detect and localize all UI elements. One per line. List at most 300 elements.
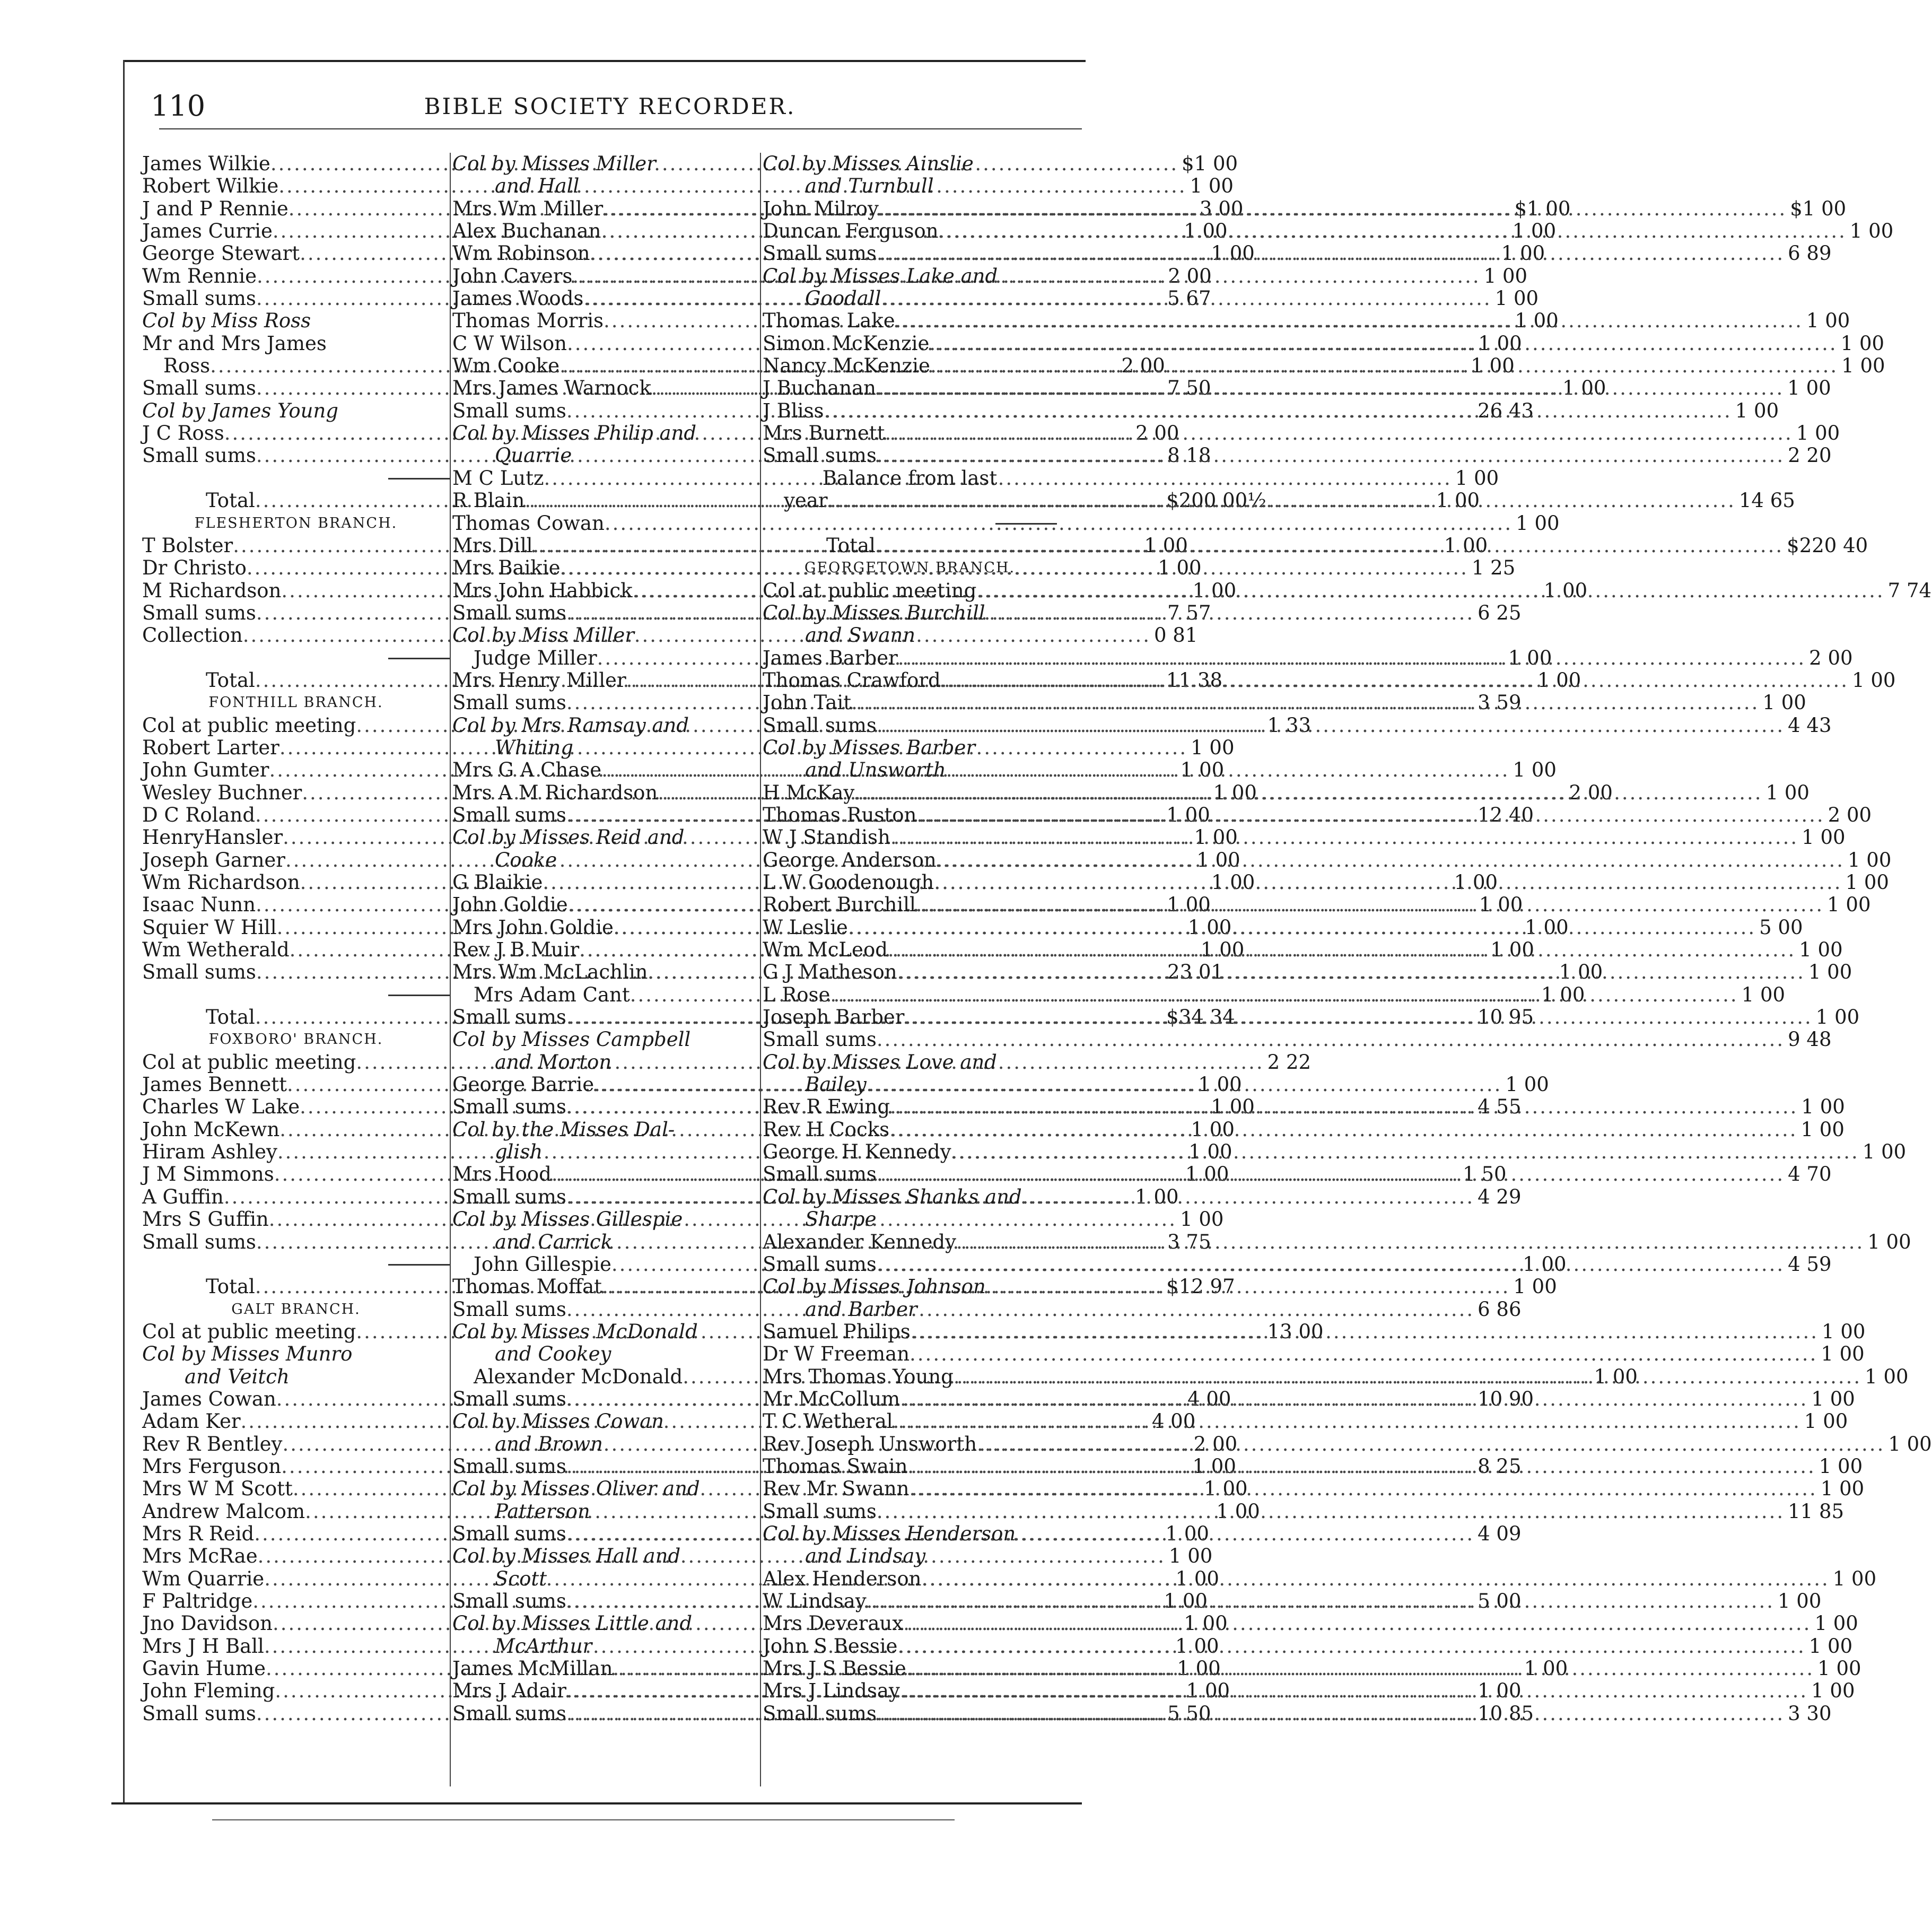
entry-amount: 2 00 <box>1193 1432 1238 1455</box>
entry-name: G Blaikie <box>452 871 543 894</box>
entry-name: James Wilkie <box>142 152 270 175</box>
entry-name: Small sums <box>452 1387 566 1410</box>
entry-amount: 4 29 <box>1478 1185 1522 1208</box>
entry-line <box>763 332 1885 355</box>
entry-name: Alex Buchanan <box>452 220 601 243</box>
entry-amount: 1 00 <box>1471 354 1515 378</box>
dot-leader <box>976 580 1884 602</box>
entry-name: D C Roland <box>142 803 256 826</box>
entry-name: G J Matheson <box>763 961 897 984</box>
entry-name: Mrs Adam Cant <box>474 983 630 1006</box>
entry-line <box>763 1567 1877 1590</box>
entry-amount: 1 00 <box>1762 691 1806 714</box>
entry-name: year <box>784 489 828 512</box>
entry-amount: 1 00 <box>1186 1679 1230 1703</box>
entry-name: Small sums <box>452 1522 566 1545</box>
entry-amount: $1 00 <box>1182 152 1238 175</box>
collector-line <box>452 175 760 197</box>
entry-amount: 10 85 <box>1478 1702 1534 1725</box>
collector-text: Col by Misses Gillespie <box>452 1208 683 1231</box>
total-amount: $220 40 <box>1787 534 1868 557</box>
entry-amount: $1 00 <box>1514 197 1571 220</box>
entry-name: T Bolster <box>142 534 233 557</box>
collector-text: Quarrie <box>495 444 572 467</box>
entry-amount: 1 00 <box>1523 1252 1567 1276</box>
dot-leader <box>895 310 1803 332</box>
entry-name: Mrs Baikie <box>452 556 561 580</box>
entry-name: Thomas Swain <box>763 1454 908 1478</box>
entry-name: Ross <box>163 354 211 378</box>
collector-line <box>763 1208 1057 1231</box>
entry-name: Small sums <box>763 444 877 467</box>
entry-amount: 1 00 <box>1144 534 1188 557</box>
collector-line <box>452 826 760 849</box>
entry-name: L Rose <box>763 983 831 1006</box>
entry-name: Small sums <box>452 1454 566 1478</box>
entry-name: Isaac Nunn <box>142 893 256 917</box>
entry-name: Mrs Hood <box>452 1163 552 1186</box>
entry-name: John Cavers <box>452 264 573 287</box>
entry-name: Gavin Hume <box>142 1657 266 1680</box>
entry-name: Andrew Malcom <box>142 1499 305 1523</box>
header-rule <box>159 128 1082 129</box>
entry-name: Thomas Lake <box>763 309 895 333</box>
collector-text: and Barber <box>805 1297 917 1321</box>
entry-name: Mrs J H Ball <box>142 1634 264 1658</box>
entry-name: Charles W Lake <box>142 1095 300 1119</box>
dot-leader <box>877 444 1785 467</box>
entry-amount: 1 00 <box>1188 1140 1232 1164</box>
total-rule <box>142 467 450 490</box>
entry-name: Rev Joseph Unsworth <box>763 1432 977 1455</box>
dot-leader <box>867 1590 1774 1612</box>
entry-amount: 1 00 <box>1490 938 1534 962</box>
collector-line <box>452 849 760 871</box>
dot-leader <box>977 1433 1885 1455</box>
entry-amount: 1 00 <box>1501 242 1545 265</box>
entry-line <box>763 1118 1844 1141</box>
entry-name: James Bennett <box>142 1073 287 1096</box>
entry-amount: 6 25 <box>1478 601 1522 624</box>
entry-amount: 6 86 <box>1478 1297 1522 1321</box>
entry-line <box>763 1612 1858 1635</box>
dot-leader <box>877 1163 1785 1185</box>
entry-amount: 1 00 <box>1204 1477 1248 1501</box>
entry-amount: 1 00 <box>1524 1657 1568 1680</box>
total-rule <box>142 647 450 669</box>
collector-text: Col by Misses Love and <box>763 1050 997 1074</box>
entry-amount: 2 20 <box>1788 444 1832 467</box>
collector-line <box>452 1568 760 1590</box>
entry-name: Small sums <box>763 1252 877 1276</box>
collector-line <box>763 759 1057 781</box>
entry-name: Alexander McDonald <box>474 1365 683 1388</box>
entry-name: Balance from last <box>822 466 998 490</box>
entry-name: Mr McCollum <box>763 1387 901 1410</box>
entry-amount: 1 00 <box>1867 1230 1911 1253</box>
entry-amount: 1 00 <box>1808 961 1852 984</box>
collector-line <box>452 1208 760 1231</box>
entry-amount: 1 00 <box>1213 781 1257 804</box>
entry-line <box>142 333 450 355</box>
collector-line <box>142 1366 450 1388</box>
entry-name: Thomas Cowan <box>452 511 605 535</box>
entry-amount: 1 00 <box>1537 668 1581 692</box>
dot-leader <box>903 1612 1811 1635</box>
entry-amount: 3 30 <box>1788 1702 1832 1725</box>
entry-amount: 1 00 <box>1175 1567 1219 1590</box>
entry-name: Rev R Bentley <box>142 1432 283 1455</box>
entry-amount: 1 00 <box>1198 1073 1242 1096</box>
dot-leader <box>956 1231 1864 1253</box>
entry-name: Dr W Freeman <box>763 1342 910 1366</box>
entry-name: Small sums <box>763 713 877 737</box>
dot-leader <box>934 871 1842 894</box>
entry-amount: 1 00 <box>1177 1657 1221 1680</box>
entry-amount: 1 00 <box>1852 668 1896 692</box>
entry-name: Wm Quarrie <box>142 1567 265 1590</box>
entry-name: Mrs Henry Miller <box>452 668 626 692</box>
branch-heading <box>142 512 450 535</box>
entry-name: W Lindsay <box>763 1590 867 1612</box>
entry-line <box>763 1477 1865 1501</box>
collector-line <box>763 624 1057 647</box>
dot-leader <box>900 1388 1808 1410</box>
entry-amount: 6 89 <box>1788 242 1832 265</box>
entry-line <box>763 220 1894 243</box>
branch-heading-text: GALT BRANCH. <box>231 1301 361 1318</box>
entry-name: Robert Wilkie <box>142 175 279 198</box>
entry-amount: 1 00 <box>1436 489 1480 512</box>
total-amount: $34 34 <box>1166 1006 1235 1029</box>
branch-heading <box>142 1298 450 1321</box>
entry-amount: 1 00 <box>1164 1590 1208 1612</box>
entry-amount: 1 00 <box>1513 759 1557 782</box>
page-number: 110 <box>151 89 206 123</box>
total-rule-mark <box>995 523 1057 525</box>
collector-text: and Hall <box>495 175 580 198</box>
collector-text: Col by Misses Johnson <box>763 1275 986 1298</box>
dot-leader <box>916 894 1824 916</box>
collector-text: Sharpe <box>805 1208 877 1231</box>
entry-amount: 1 00 <box>1191 736 1235 759</box>
entry-line <box>763 1140 1907 1164</box>
total-label: Total <box>826 534 876 557</box>
entry-line <box>142 1702 1211 1725</box>
collector-line <box>142 400 450 422</box>
collector-line <box>452 1231 760 1253</box>
entry-name: John S Bessie <box>763 1634 898 1658</box>
dot-leader <box>916 804 1824 826</box>
entry-amount: 1 00 <box>1799 938 1843 962</box>
entry-name: Mrs J Lindsay <box>763 1679 900 1703</box>
entry-amount: 1 00 <box>1832 1567 1877 1590</box>
entry-amount: 1 00 <box>1841 354 1885 378</box>
entry-amount: 1 00 <box>1562 377 1606 400</box>
entry-name: Small sums <box>452 399 566 422</box>
entry-name: Joseph Garner <box>142 848 285 871</box>
dot-leader <box>890 1096 1798 1118</box>
collector-text: Col by Misses Lake and <box>763 264 998 287</box>
entry-amount: 2 00 <box>1828 803 1872 826</box>
entry-amount: 9 48 <box>1788 1028 1832 1051</box>
entry-name: Wm McLeod <box>763 938 888 962</box>
entry-amount: 1 00 <box>1865 1365 1909 1388</box>
entry-line <box>763 1679 1855 1703</box>
entry-name: Wm Rennie <box>142 264 257 287</box>
entry-name: Col at public meeting <box>142 1320 356 1343</box>
collector-text: Whiting <box>495 736 573 759</box>
entry-amount: 1 00 <box>1478 332 1522 355</box>
collector-text: Col by Misses Campbell <box>452 1028 691 1051</box>
total-label: Total <box>206 668 255 692</box>
entry-name: T C Wetheral <box>763 1410 893 1433</box>
collector-text: Col by Misses Cowan <box>452 1410 665 1433</box>
branch-heading-text: FONTHILL BRANCH. <box>208 694 383 711</box>
entry-amount: 26 43 <box>1478 399 1534 422</box>
collector-line <box>452 737 760 759</box>
entry-amount: 1 00 <box>1516 511 1560 535</box>
total-label: Total <box>206 489 255 512</box>
entry-name: Rev R Ewing <box>763 1095 890 1119</box>
entry-name: J Buchanan <box>763 377 876 400</box>
entry-name: John Goldie <box>452 893 568 917</box>
entry-name: Small sums <box>452 1185 566 1208</box>
entry-line <box>763 309 1850 333</box>
entry-name: Mrs Burnett <box>763 422 885 445</box>
entry-name: Small sums <box>763 1163 877 1186</box>
entry-amount: $1 00 <box>1790 197 1847 220</box>
entry-name: F Paltridge <box>142 1590 253 1612</box>
entry-name: J and P Rennie <box>142 197 289 220</box>
collector-text: Patterson <box>495 1499 590 1523</box>
entry-amount: 5 50 <box>1167 1702 1211 1725</box>
dot-leader <box>877 1028 1785 1051</box>
collector-text: and Brown <box>495 1432 603 1455</box>
collector-line <box>763 1523 1057 1545</box>
entry-name: Mrs Wm Miller <box>452 197 604 220</box>
dot-leader <box>910 1343 1817 1365</box>
collector-text: Col by Misses Hall and <box>452 1545 681 1568</box>
collector-line <box>763 1186 1057 1208</box>
branch-heading-text: FOXBORO' BRANCH. <box>208 1031 383 1048</box>
entry-name: Small sums <box>142 961 256 984</box>
entry-name: Dr Christo <box>142 556 247 580</box>
entry-name: Thomas Ruston <box>763 803 917 826</box>
collector-line <box>452 714 760 737</box>
dot-leader <box>921 1568 1829 1590</box>
entry-name: Small sums <box>142 1702 256 1725</box>
entry-name: James Barber <box>763 646 898 669</box>
entry-amount: 1 00 <box>1512 220 1557 243</box>
entry-name: R Blain <box>452 489 525 512</box>
entry-name: A Guffin <box>142 1185 224 1208</box>
entry-amount: 1 00 <box>1166 803 1210 826</box>
entry-amount: 2 00 <box>1121 354 1165 378</box>
entry-amount: 1 00 <box>1741 983 1786 1006</box>
dot-leader <box>890 826 1798 849</box>
entry-amount: 1 00 <box>1494 287 1539 310</box>
dot-leader <box>879 198 1787 220</box>
entry-name: Small sums <box>452 1590 566 1612</box>
entry-amount: 1 00 <box>1478 1679 1522 1703</box>
dot-leader <box>889 1119 1797 1141</box>
entry-name: Nancy McKenzie <box>763 354 930 378</box>
entry-amount: 4 43 <box>1788 713 1832 737</box>
entry-name: George Stewart <box>142 242 300 265</box>
collector-line <box>452 1501 760 1523</box>
entry-amount: 1 00 <box>1187 916 1232 939</box>
entry-amount: 1 00 <box>1515 309 1559 333</box>
dot-leader <box>951 1141 1859 1163</box>
entry-amount: 1 00 <box>1811 1679 1855 1703</box>
entry-amount: 1 00 <box>1196 848 1240 871</box>
bottom-rule <box>111 1802 1082 1804</box>
total-rule <box>142 984 450 1006</box>
left-margin-rule <box>123 60 125 1804</box>
entry-name: Mrs John Goldie <box>452 916 614 939</box>
total-amount: $200 00½ <box>1166 489 1267 512</box>
entry-amount: 1 00 <box>1479 893 1523 917</box>
entry-amount: 1 00 <box>1541 983 1585 1006</box>
entry-amount: 1 00 <box>1165 1522 1209 1545</box>
entry-amount: 1 00 <box>1822 1320 1866 1343</box>
entry-line <box>763 1657 1861 1680</box>
branch-heading-text: GEORGETOWN BRANCH. <box>804 560 1016 577</box>
entry-amount: 5 00 <box>1759 916 1803 939</box>
collector-text: and Swann <box>805 624 916 647</box>
entry-amount: 1 00 <box>1806 309 1850 333</box>
entry-line <box>452 511 1560 535</box>
entry-amount: 1 00 <box>1801 1095 1845 1119</box>
entry-name: Mrs Deveraux <box>763 1612 904 1635</box>
collector-line <box>142 310 450 332</box>
total-label: Total <box>206 1275 255 1298</box>
entry-amount: 1 00 <box>1594 1365 1638 1388</box>
total-rule-mark <box>388 995 450 996</box>
dot-leader <box>885 422 1793 444</box>
entry-name: Small sums <box>452 601 566 624</box>
entry-amount: 1 00 <box>1168 1545 1213 1568</box>
entry-name: Rev H Cocks <box>763 1118 890 1141</box>
collector-text: Cooke <box>495 848 557 871</box>
collector-text: Col by Miss Miller <box>452 624 634 647</box>
entry-amount: 1 00 <box>1454 871 1498 894</box>
total-amount: 11 38 <box>1166 668 1223 692</box>
dot-leader <box>897 961 1805 983</box>
entry-amount: 2 00 <box>1809 646 1853 669</box>
entry-name: Small sums <box>142 287 256 310</box>
dot-leader <box>876 535 1784 557</box>
dot-leader <box>877 242 1785 265</box>
bottom-rule-thin <box>212 1819 955 1820</box>
entry-amount: 1 00 <box>1211 871 1255 894</box>
dot-leader <box>897 1635 1805 1658</box>
entry-amount: 7 57 <box>1167 601 1211 624</box>
entry-amount: 23 01 <box>1167 961 1224 984</box>
entry-name: J C Ross <box>142 422 224 445</box>
entry-name: Collection <box>142 624 243 647</box>
entry-name: Small sums <box>763 1028 877 1051</box>
dot-leader <box>954 1366 1861 1388</box>
dot-leader <box>854 782 1762 804</box>
dot-leader <box>910 1478 1817 1500</box>
top-rule <box>123 60 1086 62</box>
entry-name: Adam Ker <box>142 1410 241 1433</box>
entry-name: James Currie <box>142 220 273 243</box>
total-amount: $12 97 <box>1166 1275 1235 1298</box>
collector-line <box>452 422 760 444</box>
entry-amount: 1 00 <box>1765 781 1809 804</box>
collector-text: Col by Misses McDonald <box>452 1320 698 1343</box>
entry-name: Mrs G A Chase <box>452 759 602 782</box>
entry-name: M C Lutz <box>452 466 544 490</box>
entry-name: Alexander Kennedy <box>763 1230 956 1253</box>
entry-amount: 1 25 <box>1471 556 1516 580</box>
entry-name: Mrs R Reid <box>142 1522 255 1545</box>
dot-leader <box>877 1703 1785 1725</box>
collector-text: Col by Misses Barber <box>763 736 976 759</box>
entry-amount: 10 90 <box>1478 1387 1534 1410</box>
entry-amount: 1 00 <box>1849 220 1894 243</box>
dot-leader <box>876 377 1784 399</box>
entry-name: HenryHansler <box>142 826 283 849</box>
leader-space <box>142 984 388 1006</box>
collector-line <box>452 1343 760 1365</box>
page-title: BIBLE SOCIETY RECORDER. <box>424 93 796 119</box>
collector-line <box>452 1635 760 1658</box>
entry-name: Small sums <box>142 377 256 400</box>
entry-amount: 8 25 <box>1478 1454 1522 1478</box>
entry-amount: 3 59 <box>1478 691 1522 714</box>
entry-amount: 7 74 <box>1887 579 1932 602</box>
collector-line <box>763 602 1057 624</box>
entry-amount: 1 00 <box>1827 893 1871 917</box>
entry-amount: 1 00 <box>1444 534 1488 557</box>
entry-name: James Cowan <box>142 1387 276 1410</box>
entry-name: Thomas Morris <box>452 309 604 333</box>
collector-line <box>452 1119 760 1141</box>
entry-amount: 1 00 <box>1815 1006 1860 1029</box>
entry-name: Small sums <box>142 444 256 467</box>
collector-line <box>452 1051 760 1074</box>
collector-line <box>763 1074 1057 1096</box>
collector-text: Col by Misses Munro <box>142 1342 353 1366</box>
dot-leader <box>939 220 1847 242</box>
entry-amount: 1 50 <box>1463 1163 1507 1186</box>
collector-text: Col by the Misses Dal- <box>452 1118 675 1141</box>
entry-amount: 14 65 <box>1738 489 1795 512</box>
entry-line <box>763 871 1889 894</box>
entry-amount: 1 00 <box>1845 871 1889 894</box>
entry-amount: 13 00 <box>1267 1320 1324 1343</box>
entry-name: Mrs W M Scott <box>142 1477 293 1501</box>
entry-amount: 1 00 <box>1814 1612 1858 1635</box>
collector-line <box>452 1478 760 1500</box>
entry-line <box>763 1342 1865 1366</box>
entry-amount: 1 00 <box>1192 1454 1236 1478</box>
entry-amount: 8 18 <box>1167 444 1211 467</box>
entry-amount: 1 00 <box>1840 332 1885 355</box>
collector-line <box>452 1141 760 1163</box>
entry-amount: 1 00 <box>1505 1073 1549 1096</box>
dot-leader <box>904 1006 1812 1028</box>
entry-amount: 1 00 <box>1184 1612 1228 1635</box>
entry-name: Mrs A M Richardson <box>452 781 658 804</box>
collector-line <box>763 737 1057 759</box>
entry-name: Judge Miller <box>474 646 597 669</box>
entry-amount: 1 00 <box>1483 264 1528 287</box>
